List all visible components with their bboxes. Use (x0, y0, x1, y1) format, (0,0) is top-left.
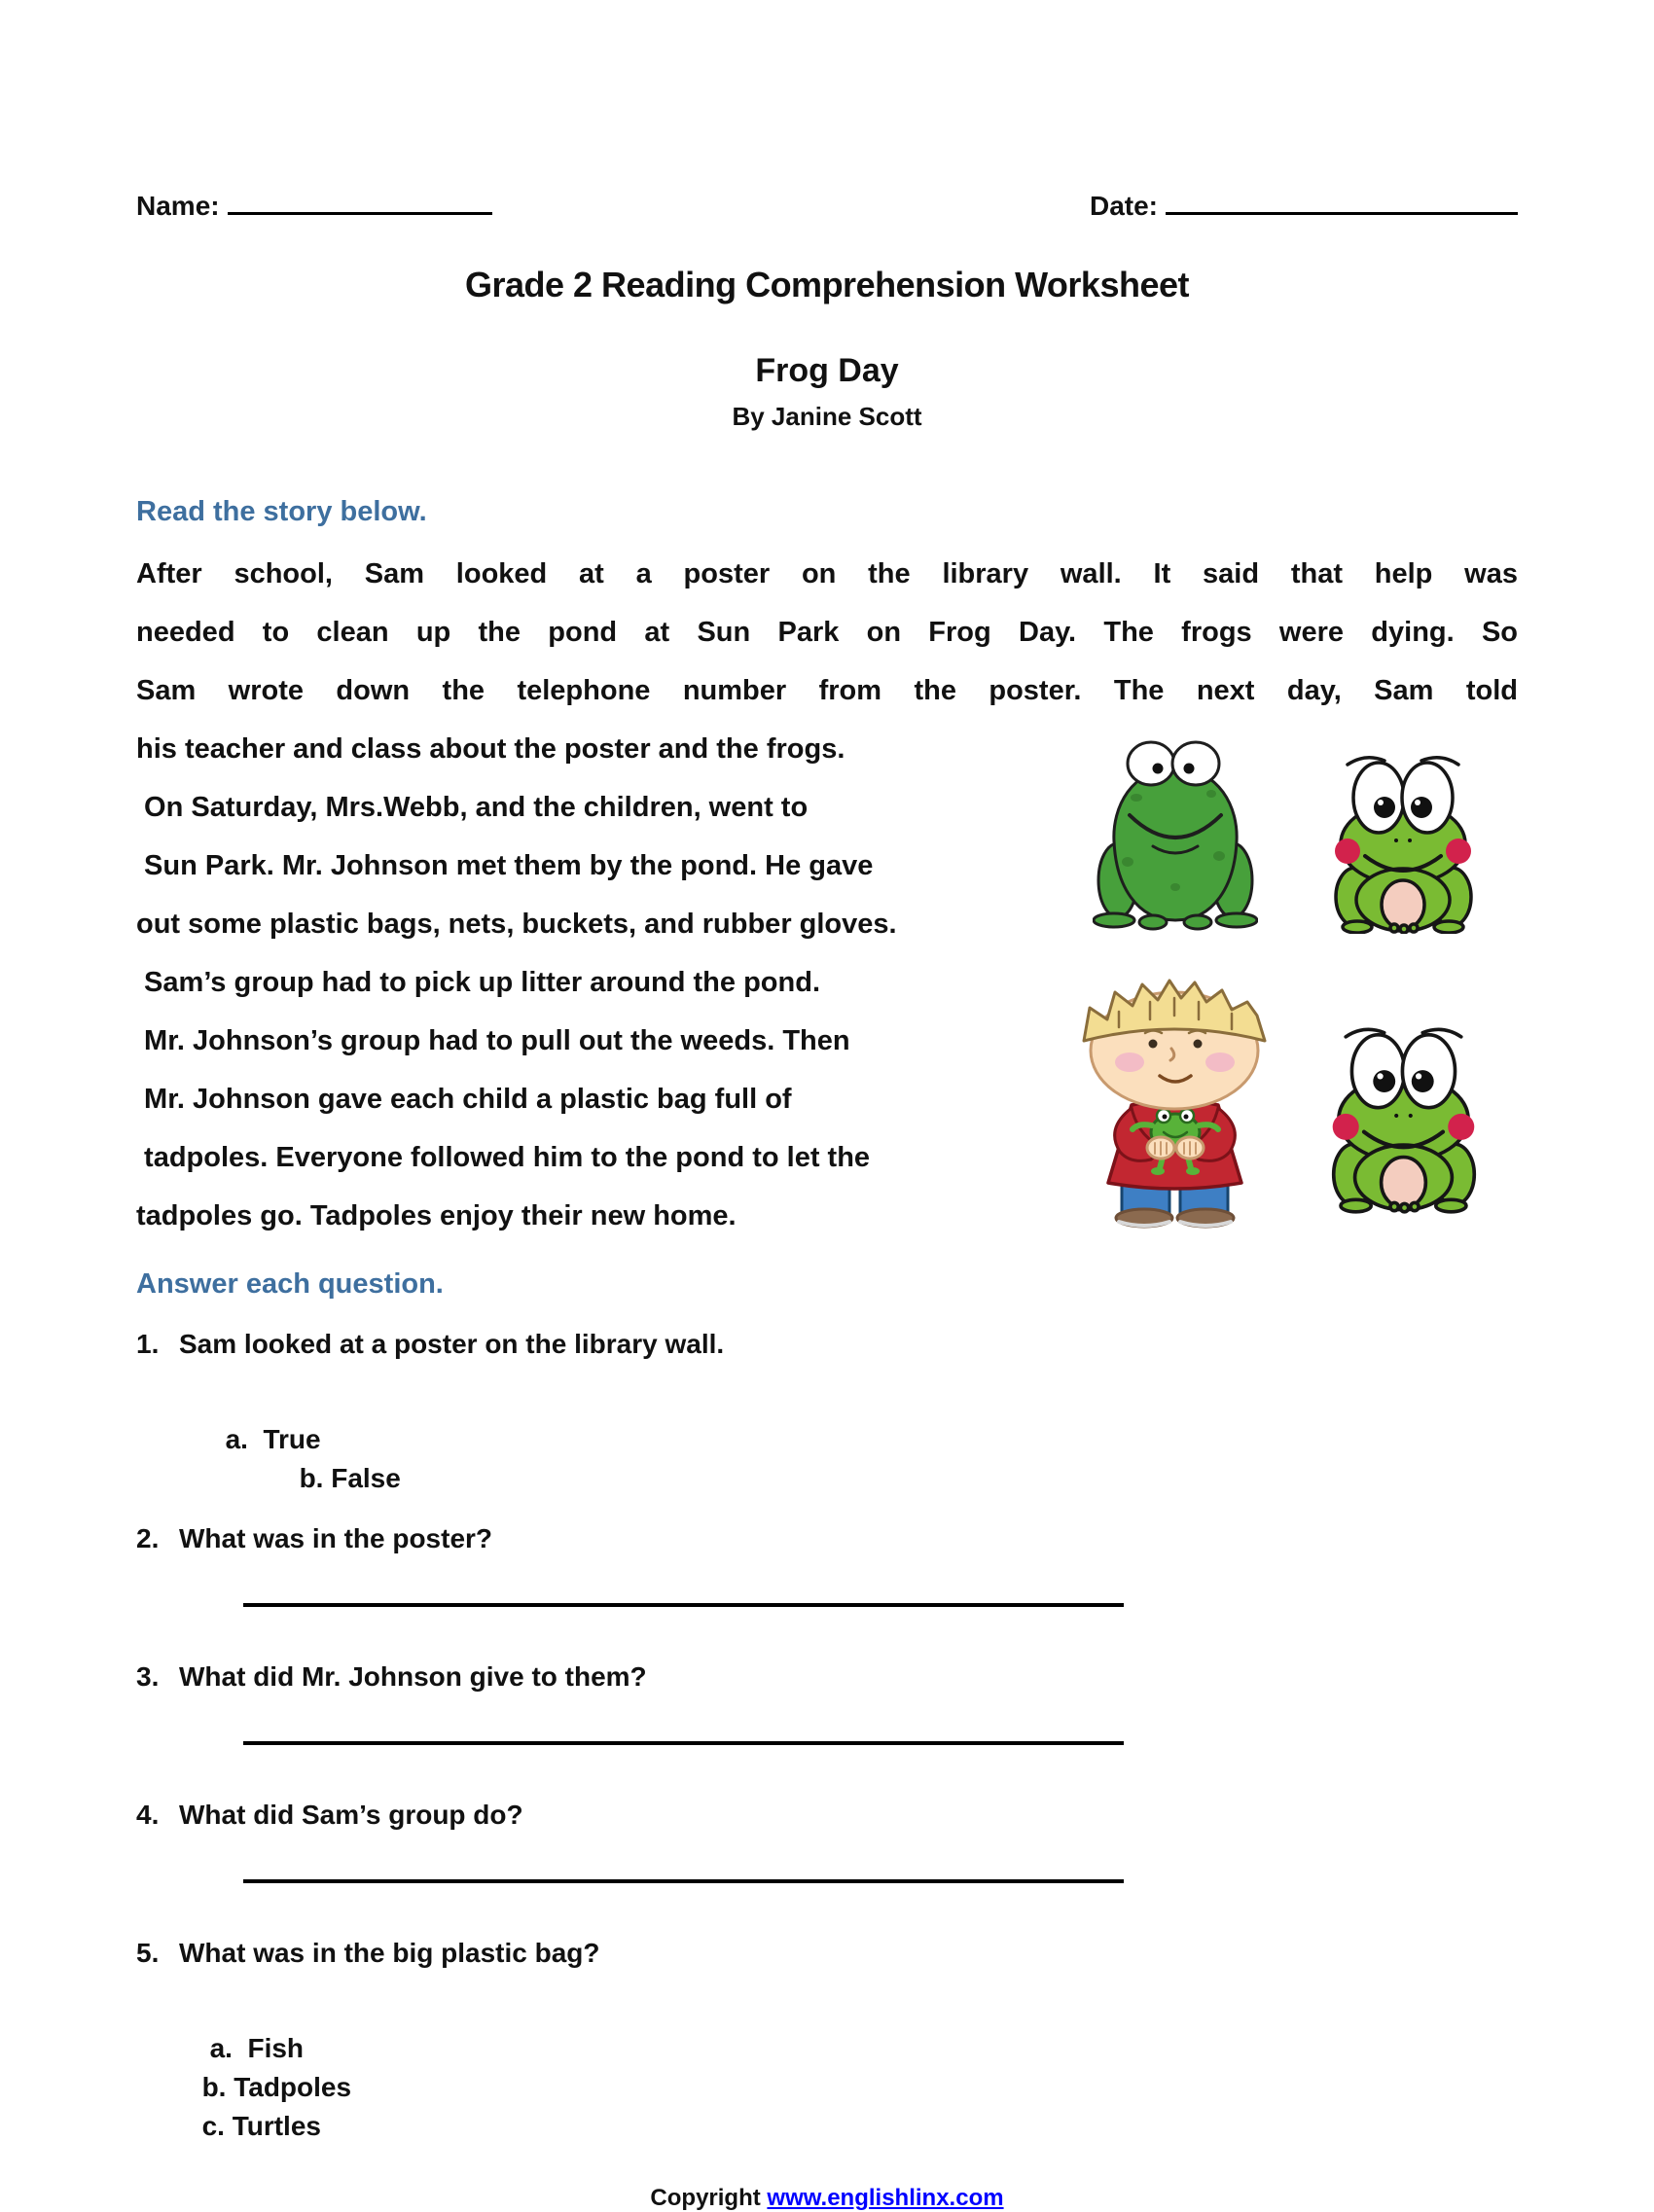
story-line: out some plastic bags, nets, buckets, and rubber gloves. (136, 909, 897, 940)
question-options (136, 1381, 1518, 1498)
question-number: 1. (136, 1329, 160, 1359)
story-line: needed to clean up the pond at Sun Park on Frog Day. The frogs were dying. So (136, 617, 1518, 648)
question-item (136, 1796, 1518, 1835)
question-number: 5. (136, 1938, 160, 1968)
answer-option: b. Tadpoles (201, 2072, 352, 2102)
question-number: 4. (136, 1800, 160, 1830)
question-item (136, 1934, 1518, 1973)
story-line: Mr. Johnson’s group had to pull out the weeds. Then (136, 1025, 850, 1056)
story-line: After school, Sam looked at a poster on the library wall. It said that help was (136, 558, 1518, 589)
copyright-label: Copyright (650, 2185, 768, 2211)
worksheet-title: Grade 2 Reading Comprehension Worksheet (464, 265, 1189, 304)
story-line: tadpoles go. Tadpoles enjoy their new home. (136, 1200, 737, 1231)
question-number: 3. (136, 1661, 160, 1692)
page-footer (136, 2185, 1518, 2212)
date-blank-line (1166, 185, 1518, 215)
story-title: Frog Day (755, 352, 899, 389)
question-text: What did Sam’s group do? (179, 1800, 523, 1830)
answer-option: a. Fish (209, 2033, 305, 2063)
story-line: his teacher and class about the poster and the frogs. (136, 733, 845, 765)
copyright-link[interactable]: www.englishlinx.com (767, 2185, 1004, 2211)
answer-questions-heading: Answer each question. (136, 1268, 444, 1300)
boy-holding-frog-image (1061, 942, 1289, 1229)
question-text: What was in the big plastic bag? (179, 1938, 600, 1968)
header (136, 185, 1518, 222)
question-text: What did Mr. Johnson give to them? (179, 1661, 647, 1692)
standing-frog-image (1093, 739, 1258, 934)
name-blank-line (228, 185, 492, 215)
clipart-group (1061, 739, 1518, 1229)
story-line: Sam’s group had to pick up litter around the pond. (136, 967, 820, 998)
story-line: tadpoles. Everyone followed him to the pond to let the (136, 1142, 871, 1173)
answer-option: b. False (299, 1463, 401, 1493)
big-eyed-frog-image-2 (1315, 1005, 1492, 1229)
question-text: What was in the poster? (179, 1523, 493, 1553)
big-eyed-frog-image (1318, 749, 1489, 934)
answer-option: c. Turtles (201, 2111, 321, 2141)
story-byline: By Janine Scott (732, 402, 922, 431)
story-line: Sam wrote down the telephone number from the poster. The next day, Sam told (136, 675, 1518, 706)
story-line: Sun Park. Mr. Johnson met them by the pond. He gave (136, 850, 874, 881)
question-text: Sam looked at a poster on the library wall. (179, 1329, 725, 1359)
question-item (136, 1519, 1518, 1558)
question-options (136, 1990, 1518, 2146)
answer-option: a. True (225, 1424, 321, 1454)
answer-blank-line (243, 1741, 1124, 1745)
story-paragraph (136, 545, 1518, 1245)
read-story-heading: Read the story below. (136, 496, 427, 527)
date-field-label: Date: (1089, 191, 1158, 221)
story-line: On Saturday, Mrs.Webb, and the children, went to (136, 792, 809, 823)
answer-blank-line (243, 1879, 1124, 1883)
answer-blank-line (243, 1603, 1124, 1607)
name-field-label: Name: (136, 191, 220, 221)
story-line: Mr. Johnson gave each child a plastic bag full of (136, 1084, 792, 1115)
question-item (136, 1325, 1518, 1364)
question-item (136, 1658, 1518, 1696)
question-number: 2. (136, 1523, 160, 1553)
